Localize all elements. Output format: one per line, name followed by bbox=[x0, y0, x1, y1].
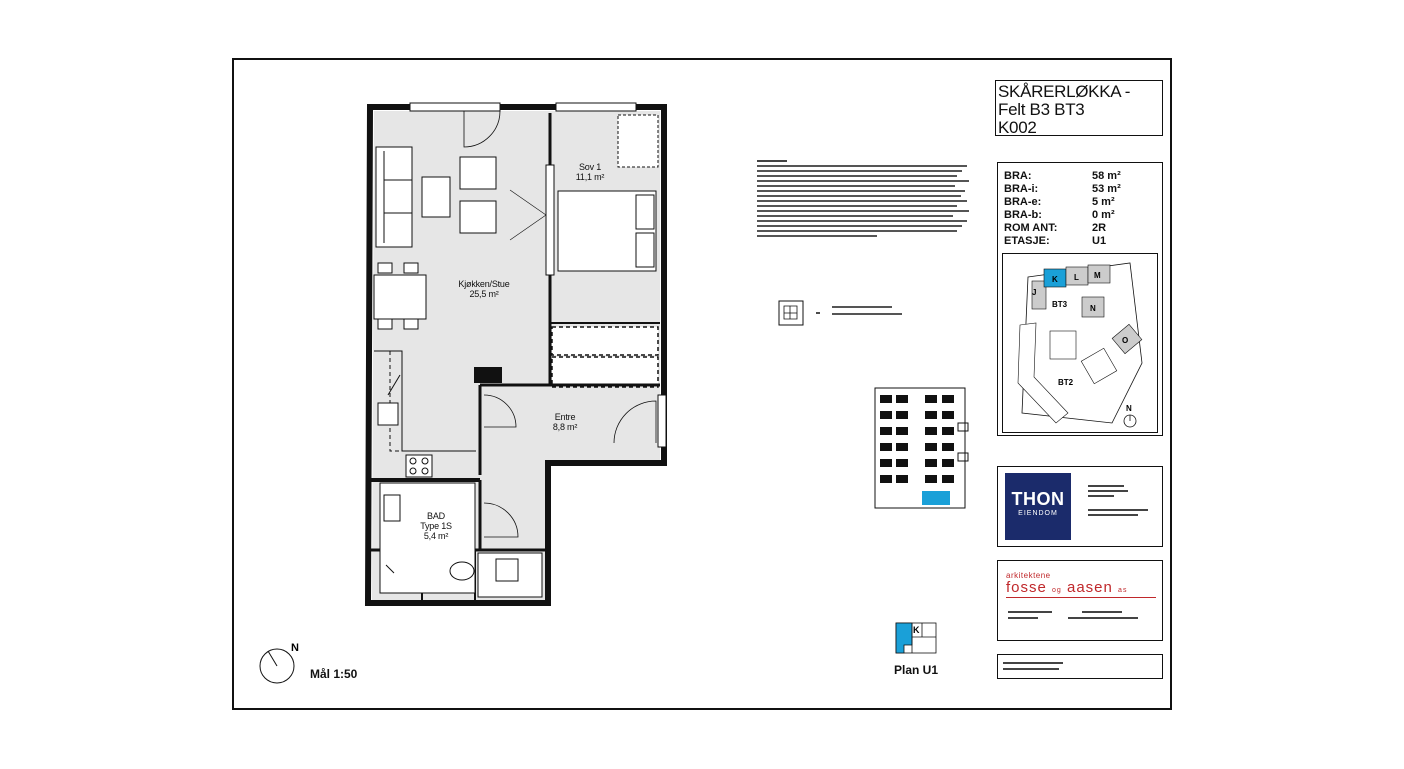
owner-address bbox=[1088, 485, 1158, 516]
architect-logo-og: og bbox=[1052, 587, 1062, 594]
area-value-bra-b: 0 m² bbox=[1092, 209, 1115, 221]
title-box bbox=[995, 80, 1163, 136]
area-label-bra-e: BRA-e: bbox=[1004, 196, 1042, 208]
architect-logo-aasen: aasen bbox=[1067, 579, 1113, 596]
site-block-j: J bbox=[1032, 288, 1037, 297]
area-label-bra-i: BRA-i: bbox=[1004, 183, 1039, 195]
site-map bbox=[1002, 253, 1158, 433]
scale-label: Mål 1:50 bbox=[310, 667, 358, 681]
thon-logo-line2: EIENDOM bbox=[1018, 510, 1058, 517]
site-label-bt3: BT3 bbox=[1052, 300, 1068, 309]
area-value-rooms: 2R bbox=[1092, 222, 1107, 234]
room-bad-type: Type 1S bbox=[420, 521, 452, 531]
plan-key-icon bbox=[894, 621, 940, 657]
date-box bbox=[997, 654, 1163, 679]
area-value-floor: U1 bbox=[1092, 235, 1107, 247]
architect-logo-line1: arkitektene bbox=[1006, 571, 1051, 580]
area-value-bra-e: 5 m² bbox=[1092, 196, 1115, 208]
area-value-bra-i: 53 m² bbox=[1092, 183, 1121, 195]
site-block-k: K bbox=[1052, 275, 1058, 284]
project-subtitle: Felt B3 BT3 bbox=[998, 100, 1085, 119]
architect-box bbox=[997, 560, 1163, 641]
north-arrow-icon bbox=[256, 636, 306, 688]
room-sov1-name: Sov 1 bbox=[578, 162, 601, 172]
thon-logo bbox=[1005, 473, 1071, 540]
area-label-bra-b: BRA-b: bbox=[1004, 209, 1042, 221]
architect-logo bbox=[1006, 571, 1156, 598]
plan-marker: K bbox=[913, 625, 920, 635]
room-entre-name: Entre bbox=[554, 412, 576, 422]
site-label-bt2: BT2 bbox=[1058, 378, 1074, 387]
room-bad-name: BAD bbox=[427, 511, 445, 521]
plan-label: Plan U1 bbox=[894, 663, 939, 677]
thon-logo-line1: THON bbox=[1011, 489, 1065, 509]
project-title: SKÅRERLØKKA - bbox=[998, 82, 1131, 101]
legend-shaft-icon bbox=[778, 300, 918, 326]
owner-box bbox=[997, 466, 1163, 547]
area-label-rooms: ROM ANT: bbox=[1004, 222, 1058, 234]
building-elevation bbox=[870, 383, 975, 513]
architect-logo-as: as bbox=[1118, 587, 1128, 594]
area-box bbox=[997, 162, 1163, 436]
site-block-l: L bbox=[1074, 273, 1079, 282]
area-label-bra: BRA: bbox=[1004, 170, 1032, 182]
unit-number: K002 bbox=[998, 118, 1037, 137]
room-kitchen-name: Kjøkken/Stue bbox=[458, 279, 510, 289]
notes-block bbox=[757, 160, 972, 237]
area-label-floor: ETASJE: bbox=[1004, 235, 1050, 247]
site-block-n: N bbox=[1090, 304, 1096, 313]
area-value-bra: 58 m² bbox=[1092, 170, 1121, 182]
room-entre-area: 8,8 m² bbox=[552, 422, 578, 432]
room-sov1-area: 11,1 m² bbox=[575, 172, 605, 182]
architect-logo-fosse: fosse bbox=[1006, 579, 1047, 596]
architect-address bbox=[1008, 611, 1158, 619]
site-north-label: N bbox=[1126, 404, 1132, 413]
room-kitchen-area: 25,5 m² bbox=[469, 289, 499, 299]
site-block-m: M bbox=[1094, 271, 1101, 280]
site-block-o: O bbox=[1122, 336, 1129, 345]
north-label: N bbox=[291, 642, 299, 654]
area-table bbox=[1004, 170, 1154, 248]
room-bad-area: 5,4 m² bbox=[423, 531, 449, 541]
